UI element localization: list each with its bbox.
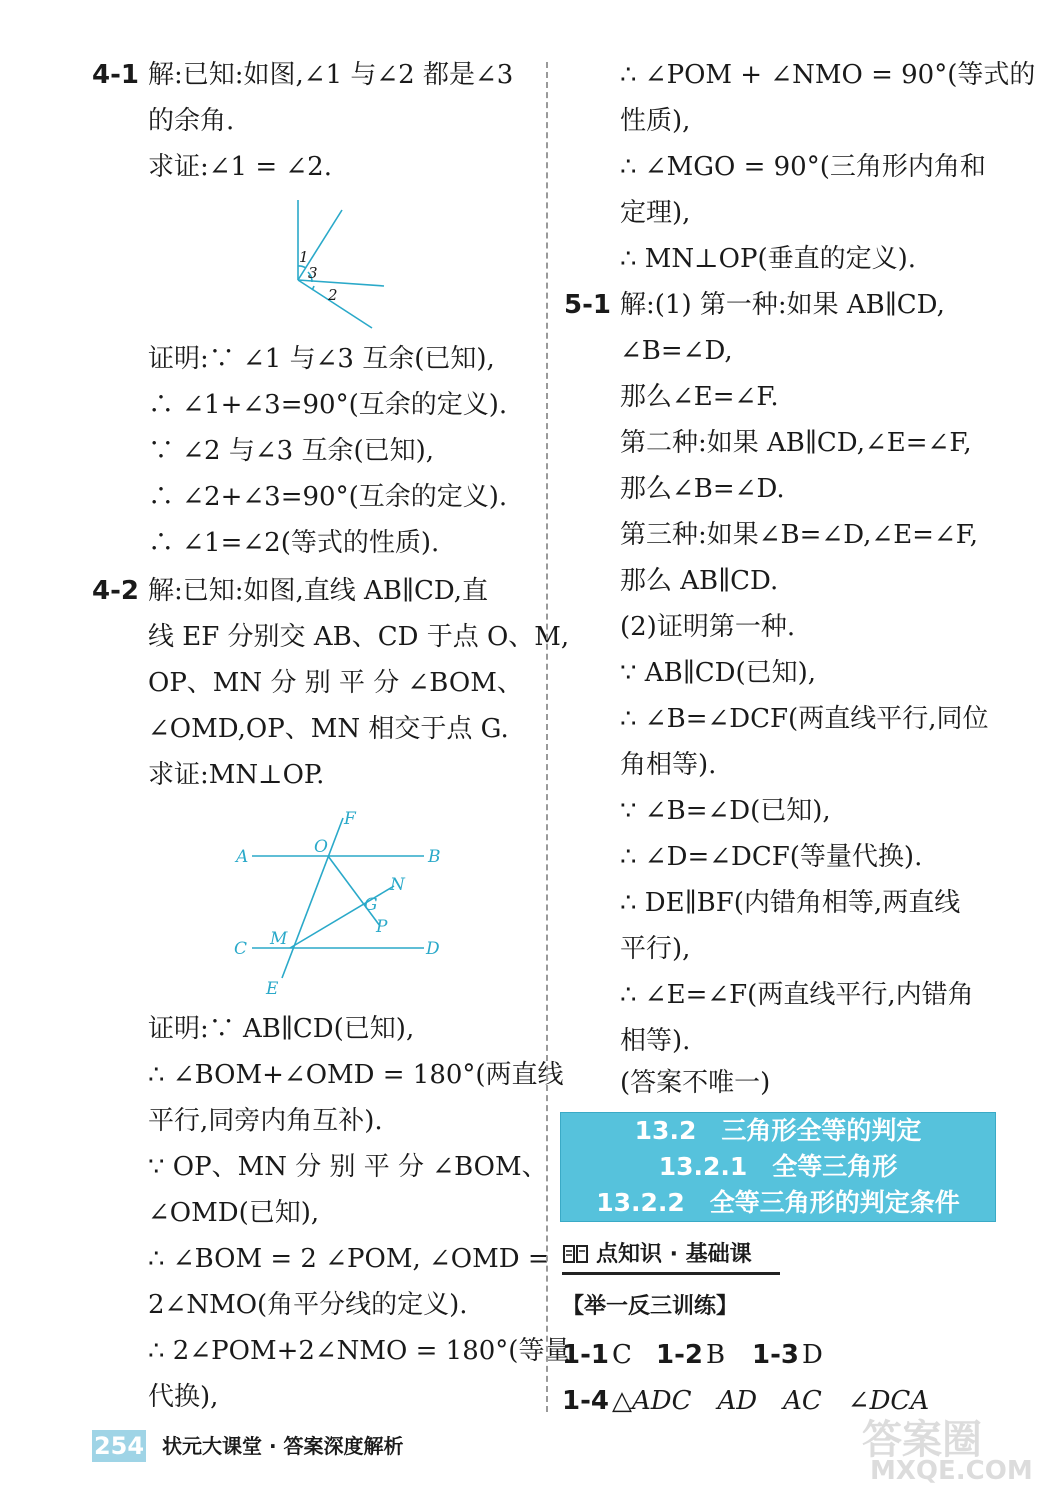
figure-parallel-lines	[228, 804, 458, 1000]
problem-number: 4-1	[92, 60, 139, 90]
text-line: ∴ 2∠POM+2∠NMO = 180°(等量	[148, 1336, 571, 1366]
point-label: B	[428, 847, 441, 867]
text-line: 证明:∵ ∠1 与∠3 互余(已知),	[148, 344, 495, 374]
point-label: G	[364, 895, 378, 915]
problem-number: 1-4	[562, 1386, 609, 1416]
text-line: 的余角.	[148, 106, 235, 136]
text-line: 解:已知:如图,∠1 与∠2 都是∠3	[148, 60, 514, 90]
text-line: 解:(1) 第一种:如果 AB∥CD,	[620, 290, 945, 320]
point-label: D	[426, 939, 440, 959]
point-label: P	[376, 917, 388, 937]
point-label: O	[314, 837, 328, 857]
figure-complementary-angles	[280, 196, 400, 336]
angle-label: 3	[308, 264, 318, 282]
text-line: 那么 AB∥CD.	[620, 566, 779, 596]
answer: D	[802, 1340, 823, 1370]
section-underline	[562, 1272, 780, 1275]
problem-number: 1-2	[656, 1340, 703, 1370]
text-line: 那么∠E=∠F.	[620, 382, 779, 412]
text-line: ∴ ∠D=∠DCF(等量代换).	[620, 842, 923, 872]
text-line: ∵ OP、MN 分 别 平 分 ∠BOM、	[148, 1152, 548, 1182]
text-line: ∵ ∠2 与∠3 互余(已知),	[148, 436, 435, 466]
text-line: ∴ ∠BOM+∠OMD = 180°(两直线	[148, 1060, 564, 1090]
banner-title: 13.2 三角形全等的判定	[634, 1116, 922, 1145]
problem-number: 1-1	[562, 1340, 609, 1370]
text-line: ∴ ∠1=∠2(等式的性质).	[148, 528, 440, 558]
text-line: 第二种:如果 AB∥CD,∠E=∠F,	[620, 428, 972, 458]
text-line: ∴ ∠E=∠F(两直线平行,内错角	[620, 980, 974, 1010]
training-title: 【举一反三训练】	[562, 1294, 739, 1319]
problem-number: 5-1	[564, 290, 611, 320]
text-line: ∴ ∠1+∠3=90°(互余的定义).	[148, 390, 508, 420]
problem-number: 1-3	[752, 1340, 799, 1370]
text-line: ∠OMD,OP、MN 相交于点 G.	[148, 714, 509, 744]
text-line: ∴ ∠MGO = 90°(三角形内角和	[620, 152, 986, 182]
text-line: 相等).	[620, 1026, 691, 1056]
footer-title: 状元大课堂 · 答案深度解析	[162, 1434, 404, 1458]
book-icon	[562, 1243, 590, 1267]
point-label: M	[270, 929, 288, 949]
text-line: ∠OMD(已知),	[148, 1198, 320, 1228]
banner-subtitle: 13.2.1 全等三角形	[658, 1152, 898, 1181]
answer: C	[612, 1340, 632, 1370]
point-label: E	[266, 979, 279, 999]
problem-number: 4-2	[92, 576, 139, 606]
page-number: 254	[93, 1432, 145, 1460]
text-line: 证明:∵ AB∥CD(已知),	[148, 1014, 415, 1044]
text-line: 解:已知:如图,直线 AB∥CD,直	[148, 576, 489, 606]
text-line: 求证:MN⊥OP.	[148, 760, 325, 790]
text-line: ∴ ∠BOM = 2 ∠POM, ∠OMD =	[148, 1244, 550, 1274]
text-line: 代换),	[148, 1382, 219, 1412]
text-line: 第三种:如果∠B=∠D,∠E=∠F,	[620, 520, 978, 550]
text-line: ∠B=∠D,	[620, 336, 733, 366]
text-line: (答案不唯一)	[620, 1068, 771, 1098]
text-line: ∵ ∠B=∠D(已知),	[620, 796, 831, 826]
text-line: ∴ ∠POM + ∠NMO = 90°(等式的	[620, 60, 1036, 90]
text-line: 线 EF 分别交 AB、CD 于点 O、M,	[148, 622, 570, 652]
banner-subtitle: 13.2.2 全等三角形的判定条件	[596, 1188, 960, 1217]
column-divider	[546, 62, 548, 1412]
section-banner	[560, 1112, 996, 1222]
section-title: 点知识 · 基础课	[596, 1242, 752, 1267]
text-line: (2)证明第一种.	[620, 612, 796, 642]
text-line: 角相等).	[620, 750, 717, 780]
text-line: 平行),	[620, 934, 691, 964]
point-label: A	[236, 847, 249, 867]
point-label: F	[344, 809, 356, 829]
angle-label: 2	[328, 286, 338, 304]
watermark-logo: 答案圈	[862, 1417, 982, 1463]
text-line: ∴ DE∥BF(内错角相等,两直线	[620, 888, 961, 918]
text-line: ∴ ∠2+∠3=90°(互余的定义).	[148, 482, 508, 512]
answer: B	[706, 1340, 726, 1370]
text-line: 性质),	[620, 106, 691, 136]
point-label: C	[234, 939, 248, 959]
text-line: 平行,同旁内角互补).	[148, 1106, 383, 1136]
text-line: OP、MN 分 别 平 分 ∠BOM、	[148, 668, 523, 698]
answer: △ADC AD AC ∠DCA	[612, 1386, 930, 1416]
text-line: 那么∠B=∠D.	[620, 474, 785, 504]
text-line: 2∠NMO(角平分线的定义).	[148, 1290, 468, 1320]
text-line: ∴ MN⊥OP(垂直的定义).	[620, 244, 916, 274]
point-label: N	[390, 875, 405, 895]
text-line: 定理),	[620, 198, 691, 228]
text-line: ∴ ∠B=∠DCF(两直线平行,同位	[620, 704, 989, 734]
text-line: 求证:∠1 = ∠2.	[148, 152, 332, 182]
angle-label: 1	[299, 248, 309, 266]
text-line: ∵ AB∥CD(已知),	[620, 658, 816, 688]
watermark-site: MXQE.COM	[870, 1456, 1033, 1486]
